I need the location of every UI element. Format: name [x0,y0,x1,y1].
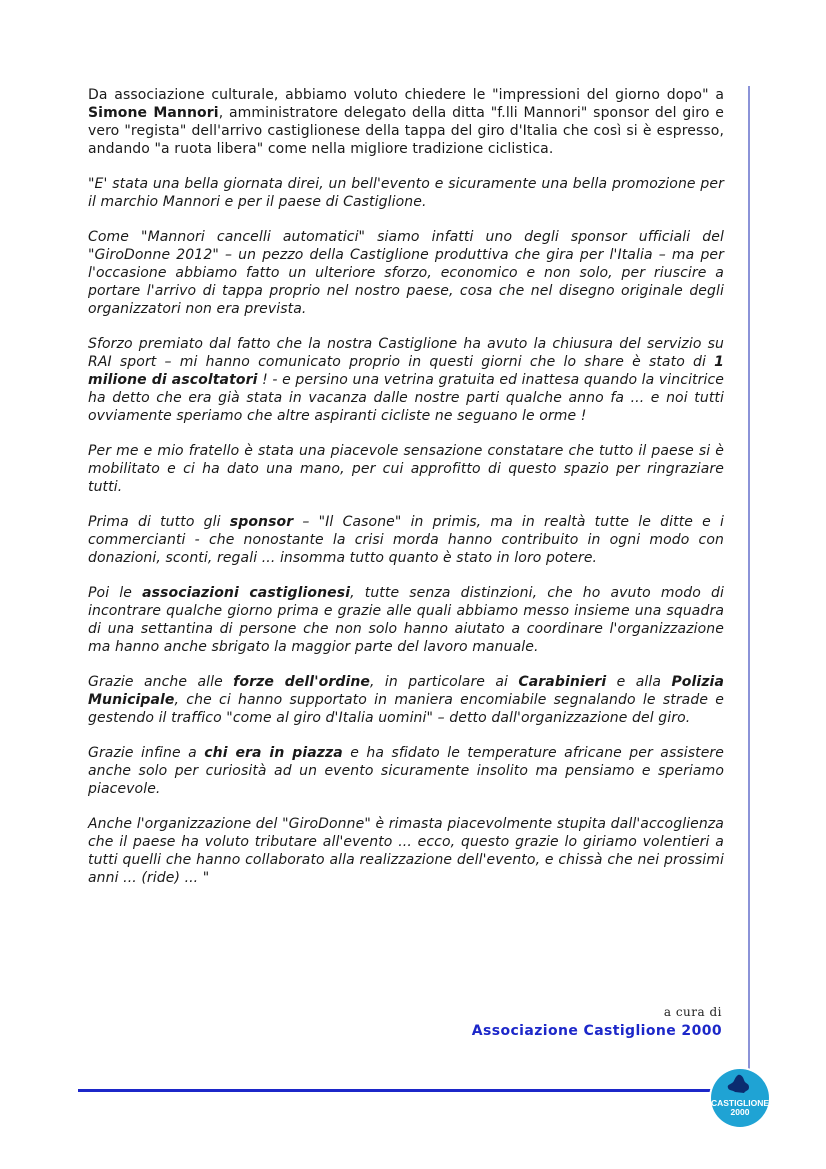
paragraph [88,86,724,158]
text-run: Come "Mannori cancelli automatici" siamo infatti uno degli sponsor ufficiali del "GiroDonne 2012" – un pezzo della Castiglione produttiva che gira per l'Italia – ma per l'occasione abbiamo fatto un ulteriore sforzo, economico e non solo, per riuscire a portare l'arrivo di tappa proprio nel nostro paese, cosa che nel disegno originale degli organizzatori non era prevista. [88,229,724,317]
text-run: , in particolare ai [370,674,519,690]
bold-text: forze dell'ordine [233,674,371,690]
text-run: , amministratore delegato della ditta "f.lli Mannori" sponsor del giro e vero "regista" dell'arrivo castiglionese della tappa del giro d'Italia che così si è espresso, andando "a ruota libera" come nella migliore tradizione ciclistica. [88,105,724,157]
footer-rule [78,1089,716,1092]
text-run: Sforzo premiato dal fatto che la nostra Castiglione ha avuto la chiusura del servizio su RAI sport – mi hanno comunicato proprio in questi giorni che lo share è stato di [88,336,724,370]
bold-text: Simone Mannori [88,105,219,121]
text-run: e alla [606,674,672,690]
paragraph [88,513,724,567]
text-run: , che ci hanno supportato in maniera encomiabile segnalando le strade e gestendo il traffico "come al giro d'Italia uomini" – detto dall'organizzazione del giro. [88,692,724,726]
text-run: ! - e persino una vetrina gratuita ed inattesa quando la vincitrice ha detto che era già stata in vacanza dalle nostre parti qualche anno fa ... e noi tutti ovviamente speriamo che altre aspiranti cicliste ne seguano le orme ! [88,372,725,424]
paragraph [88,584,724,656]
bold-text: 1 milione di ascoltatori [88,354,724,388]
bold-text: associazioni castiglionesi [142,585,351,601]
bold-text: Polizia Municipale [88,674,725,708]
bold-text: Carabinieri [518,674,607,690]
text-run: Anche l'organizzazione del "GiroDonne" è rimasta piacevolmente stupita dall'accoglienza che il paese ha voluto tributare all'evento ... ecco, questo grazie lo giriamo volentieri a tutti quelli che hanno collaborato alla realizzazione dell'evento, e chissà che nei prossimi anni ... (ride) ... " [88,816,724,886]
text-run: – "Il Casone" in primis, ma in realtà tutte le ditte e i commercianti - che nonostante la crisi morda hanno contribuito in ogni modo con donazioni, sconti, regali ... insomma tutto quanto è stato in loro potere. [88,514,724,566]
castiglione-2000-logo [708,1066,772,1130]
bold-text: chi era in piazza [204,745,343,761]
paragraph [88,175,724,211]
credit-organization: Associazione Castiglione 2000 [471,1023,722,1039]
logo-text-line1: CASTIGLIONE [710,1098,770,1108]
text-run: Per me e mio fratello è stata una piacevole sensazione constatare che tutto il paese si è mobilitato e ci ha dato una mano, per cui approfitto di questo spazio per ringraziare tutti. [88,443,724,495]
paragraph [88,744,724,798]
text-run: "E' stata una bella giornata direi, un bell'evento e sicuramente una bella promozione per il marchio Mannori e per il paese di Castiglione. [88,176,724,210]
paragraph [88,815,724,887]
text-run: Da associazione culturale, abbiamo voluto chiedere le "impressioni del giorno dopo" a [88,87,724,103]
bold-text: sponsor [229,514,294,530]
right-margin-rule [748,86,750,1086]
article-body [88,86,724,904]
paragraph [88,335,724,425]
credit-block [472,1005,722,1039]
text-run: Grazie infine a [88,745,205,761]
logo-text-line2: 2000 [730,1107,750,1117]
paragraph [88,442,724,496]
paragraph [88,228,724,318]
text-run: , tutte senza distinzioni, che ho avuto modo di incontrare qualche giorno prima e grazie alle quali abbiamo messo insieme una squadra di una settantina di persone che non solo hanno aiutato a coordinare l'organizzazione ma hanno anche sbrigato la maggior parte del lavoro manuale. [88,585,724,655]
credit-label: a cura di [663,1005,722,1019]
text-run: e ha sfidato le temperature africane per assistere anche solo per curiosità ad un evento sicuramente insolito ma pensiamo e speriamo piacevole. [88,745,724,797]
paragraph [88,673,724,727]
text-run: Prima di tutto gli [88,514,230,530]
text-run: Grazie anche alle [88,674,234,690]
text-run: Poi le [88,585,143,601]
